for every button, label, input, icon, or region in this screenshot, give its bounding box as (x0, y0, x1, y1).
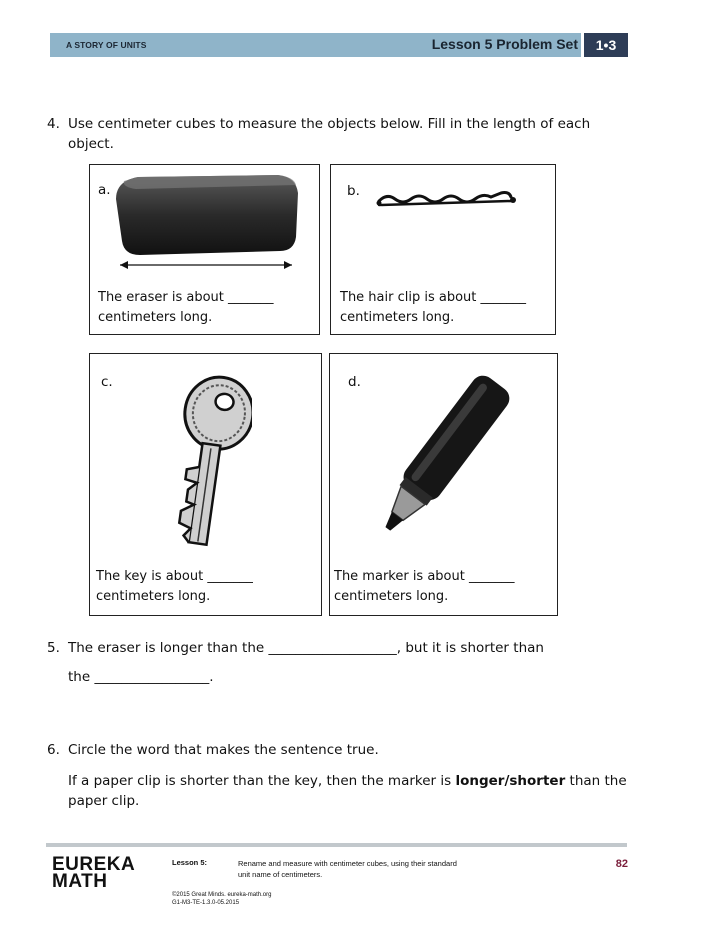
copyright-line1: ©2015 Great Minds. eureka-math.org (172, 892, 272, 898)
footer-desc-line2: unit name of centimeters. (238, 870, 323, 879)
page-title: Lesson 5 Problem Set (431, 36, 578, 52)
q5-number: 5. (47, 640, 60, 656)
item-d-caption-line2: centimeters long. (334, 589, 449, 604)
box-key (89, 353, 322, 616)
footer-desc-line1: Rename and measure with centimeter cubes, using their standard (238, 859, 457, 868)
q6-text-line2 (68, 771, 627, 791)
q4-text-line1: Use centimeter cubes to measure the objects below. Fill in the length of each (68, 116, 591, 132)
item-c-caption-line2: centimeters long. (96, 589, 211, 604)
footer-rule (46, 843, 627, 847)
item-d-letter: d. (348, 374, 361, 390)
q6-text-line1: Circle the word that makes the sentence true. (68, 742, 379, 758)
item-d-caption-line1: The marker is about _______ (334, 569, 515, 584)
q6-line2-start: If a paper clip is shorter than the key, then the marker is (68, 773, 456, 789)
q6-line2-end: than the (565, 773, 627, 789)
eureka-math-logo (52, 856, 135, 890)
item-b-letter: b. (347, 183, 360, 199)
item-b-caption-line2: centimeters long. (340, 310, 455, 325)
q6-number: 6. (47, 742, 60, 758)
item-a-letter: a. (98, 182, 111, 198)
module-badge: 1•3 (584, 33, 628, 57)
footer-description (238, 858, 518, 880)
logo-line1: EUREKA (52, 854, 136, 875)
q4-text-line2: object. (68, 136, 114, 152)
item-c-caption-line1: The key is about _______ (96, 569, 253, 584)
story-label: A STORY OF UNITS (66, 40, 147, 50)
q6-text-line3: paper clip. (68, 793, 140, 809)
footer-lesson: Lesson 5: (172, 858, 208, 867)
footer-copyright (172, 891, 271, 907)
page-number: 82 (615, 858, 628, 870)
item-c-letter: c. (101, 374, 113, 390)
hair-clip-image (375, 183, 523, 213)
box-eraser (89, 164, 320, 335)
item-a-caption-line1: The eraser is about _______ (98, 290, 274, 305)
item-b-caption-line1: The hair clip is about _______ (340, 290, 527, 305)
marker-image (348, 364, 528, 554)
logo-line2: MATH (52, 871, 108, 892)
eraser-image (108, 171, 308, 279)
longer-shorter-choice[interactable]: longer/shorter (455, 773, 566, 789)
box-marker (329, 353, 558, 616)
key-image (162, 372, 252, 552)
q5-text-line1: The eraser is longer than the ___________________, but it is shorter than (68, 640, 544, 656)
copyright-line2: G1-M3-TE-1.3.0-05.2015 (172, 900, 240, 906)
box-hair-clip (330, 164, 556, 335)
q4-number: 4. (47, 116, 60, 132)
q5-text-line2: the _________________. (68, 669, 214, 685)
item-a-caption-line2: centimeters long. (98, 310, 213, 325)
